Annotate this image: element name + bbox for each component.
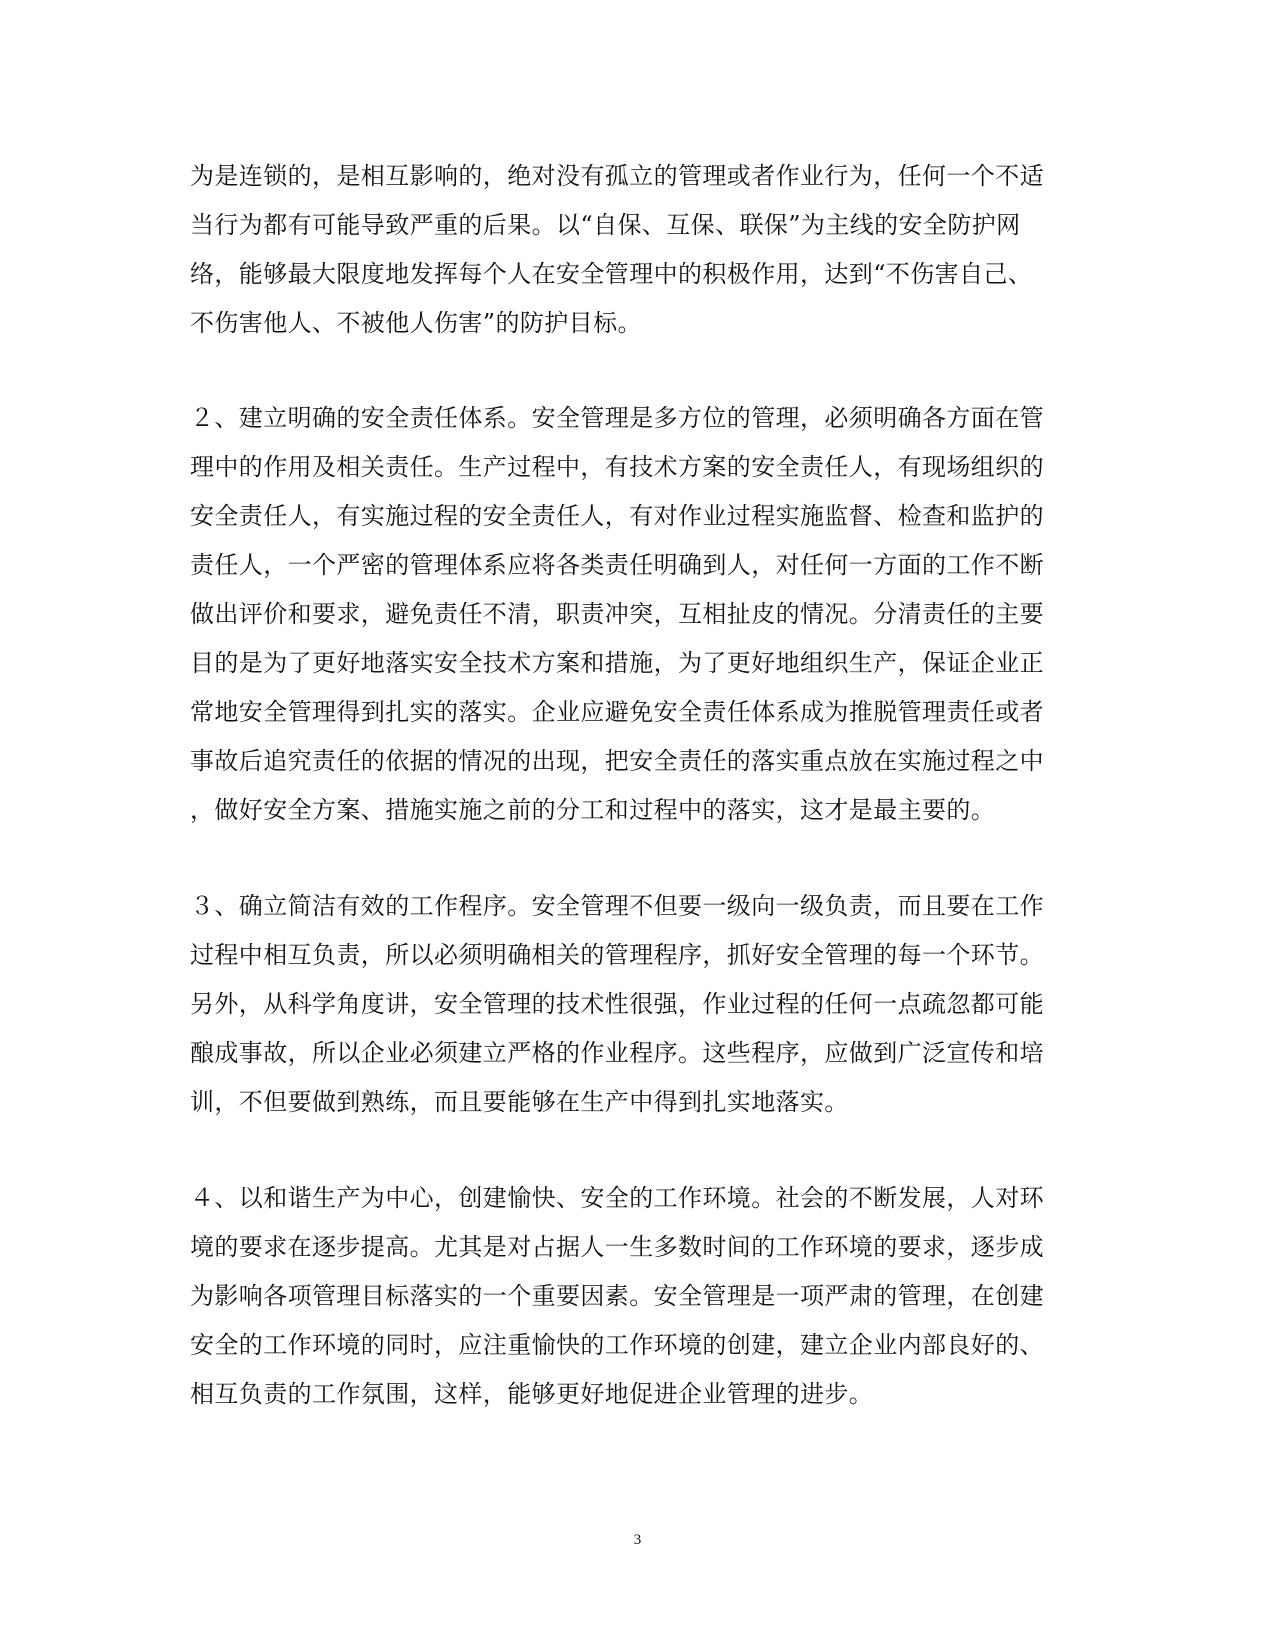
text-line: 为是连锁的，是相互影响的，绝对没有孤立的管理或者作业行为，任何一个不适	[190, 162, 1044, 190]
text-line: 络，能够最大限度地发挥每个人在安全管理中的积极作用，达到“不伤害自己、	[190, 260, 1033, 288]
text-line: ３、确立简洁有效的工作程序。安全管理不但要一级向一级负责，而且要在工作	[190, 892, 1044, 920]
paragraph-1	[190, 152, 1070, 348]
text-line: 做出评价和要求，避免责任不清，职责冲突，互相扯皮的情况。分清责任的主要	[190, 600, 1044, 628]
text-line: ，做好安全方案、措施实施之前的分工和过程中的落实，这才是最主要的。	[190, 796, 996, 824]
text-line: 当行为都有可能导致严重的后果。以“自保、互保、联保”为主线的安全防护网	[190, 211, 1021, 239]
text-line: 另外，从科学角度讲，安全管理的技术性很强，作业过程的任何一点疏忽都可能	[190, 990, 1044, 1018]
text-line: 为影响各项管理目标落实的一个重要因素。安全管理是一项严肃的管理，在创建	[190, 1282, 1044, 1310]
text-line: 理中的作用及相关责任。生产过程中，有技术方案的安全责任人，有现场组织的	[190, 453, 1044, 481]
text-line: 境的要求在逐步提高。尤其是对占据人一生多数时间的工作环境的要求，逐步成	[190, 1233, 1044, 1261]
paragraph-4	[190, 1174, 1070, 1419]
paragraph-2	[190, 394, 1070, 835]
text-line: 相互负责的工作氛围，这样，能够更好地促进企业管理的进步。	[190, 1380, 874, 1408]
page-number: 3	[633, 1532, 642, 1548]
text-line: 酿成事故，所以企业必须建立严格的作业程序。这些程序，应做到广泛宣传和培	[190, 1039, 1044, 1067]
text-line: ２、建立明确的安全责任体系。安全管理是多方位的管理，必须明确各方面在管	[190, 404, 1044, 432]
text-line: 不伤害他人、不被他人伤害”的防护目标。	[190, 309, 642, 337]
text-line: 安全责任人，有实施过程的安全责任人，有对作业过程实施监督、检查和监护的	[190, 502, 1044, 530]
text-line: 目的是为了更好地落实安全技术方案和措施，为了更好地组织生产，保证企业正	[190, 649, 1044, 677]
text-line: 训，不但要做到熟练，而且要能够在生产中得到扎实地落实。	[190, 1088, 849, 1116]
text-line: 常地安全管理得到扎实的落实。企业应避免安全责任体系成为推脱管理责任或者	[190, 698, 1044, 726]
text-line: 事故后追究责任的依据的情况的出现，把安全责任的落实重点放在实施过程之中	[190, 747, 1044, 775]
paragraph-3	[190, 882, 1070, 1127]
text-line: 安全的工作环境的同时，应注重愉快的工作环境的创建，建立企业内部良好的、	[190, 1331, 1044, 1359]
text-line: 责任人，一个严密的管理体系应将各类责任明确到人，对任何一方面的工作不断	[190, 551, 1044, 579]
text-line: 过程中相互负责，所以必须明确相关的管理程序，抓好安全管理的每一个环节。	[190, 941, 1044, 969]
text-line: ４、以和谐生产为中心，创建愉快、安全的工作环境。社会的不断发展，人对环	[190, 1184, 1044, 1212]
